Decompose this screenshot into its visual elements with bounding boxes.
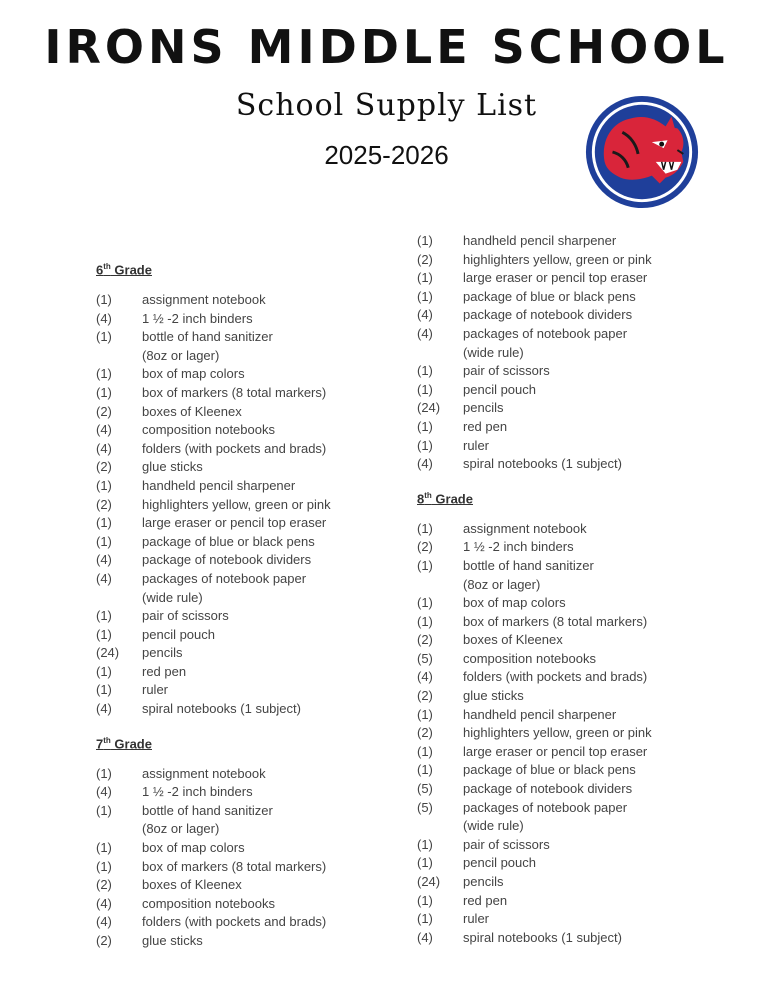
item-quantity: (2) [96,403,112,419]
item-description: bottle of hand sanitizer [142,802,273,818]
list-item [96,876,396,895]
item-quantity: (1) [417,911,433,927]
item-description: glue sticks [142,933,203,948]
item-quantity: (2) [417,725,433,741]
item-description: pencils [463,874,504,889]
list-item [417,668,717,687]
item-description: composition notebooks [463,650,596,666]
list-item [417,743,717,762]
item-quantity: (1) [417,613,433,629]
item-quantity: (2) [417,688,433,704]
item-quantity: (5) [417,650,433,666]
item-quantity: (1) [417,270,433,286]
list-item [417,892,717,911]
item-description: pair of scissors [463,363,550,379]
item-description: pencils [463,400,504,416]
item-description: composition notebooks [142,422,275,438]
item-description: pencil pouch [463,381,536,397]
item-quantity: (2) [417,539,433,555]
list-item [417,761,717,780]
item-quantity: (1) [96,533,112,549]
list-item [96,421,396,440]
item-description: package of notebook dividers [463,781,633,797]
item-quantity: (4) [96,895,112,911]
list-item [417,594,717,613]
list-item [96,839,396,858]
item-quantity: (5) [417,799,433,815]
item-description-continued: (8oz or lager) [142,821,220,837]
school-year: 2025-2026 [324,140,449,170]
list-item [417,799,717,818]
grade-7-section [96,736,396,951]
item-quantity: (4) [96,440,112,456]
list-item [96,514,396,533]
list-item [417,288,717,307]
list-item [96,328,396,347]
item-description: assignment notebook [142,765,266,781]
left-column [96,262,396,968]
item-description: large eraser or pencil top eraser [463,270,648,286]
item-quantity: (1) [96,858,112,874]
item-quantity: (1) [96,366,112,382]
list-item [417,613,717,632]
list-item [417,232,717,251]
list-item [96,644,396,663]
item-quantity: (1) [417,762,433,778]
list-item [417,418,717,437]
list-item [417,306,717,325]
item-quantity: (1) [417,595,433,611]
list-item [417,520,717,539]
list-item [96,533,396,552]
item-quantity: (1) [96,292,112,307]
item-quantity: (1) [417,418,433,434]
item-quantity: (1) [417,743,433,759]
item-quantity: (2) [96,459,112,475]
item-quantity: (4) [96,422,112,438]
item-description: folders (with pockets and brads) [142,914,327,930]
item-quantity: (1) [96,515,112,531]
list-item [417,687,717,706]
item-description: glue sticks [463,688,524,704]
list-item [417,325,717,344]
item-description: package of blue or black pens [463,762,636,778]
item-description: handheld pencil sharpener [463,706,617,722]
item-quantity: (4) [417,307,433,323]
list-item [96,291,396,310]
item-quantity: (1) [417,855,433,871]
item-quantity: (1) [96,840,112,856]
item-quantity: (4) [417,669,433,685]
item-description: box of markers (8 total markers) [142,858,327,874]
list-item [96,802,396,821]
list-item [96,681,396,700]
item-description-continued: (wide rule) [463,344,524,360]
item-description: spiral notebooks (1 subject) [463,456,622,472]
list-item [96,700,396,719]
list-item [96,932,396,951]
list-item [417,437,717,456]
list-item [96,496,396,515]
item-quantity: (1) [417,557,433,573]
item-description: pencil pouch [142,626,215,642]
item-description: handheld pencil sharpener [463,233,617,248]
grade-7-continued-list [417,232,717,474]
item-description: box of map colors [142,366,245,382]
item-quantity: (4) [96,552,112,568]
item-description: bottle of hand sanitizer [463,557,594,573]
item-quantity: (1) [417,520,433,536]
list-item [417,836,717,855]
item-description: pencils [142,645,183,661]
item-description: packages of notebook paper [463,325,628,341]
item-description: box of map colors [142,840,245,856]
list-item [96,365,396,384]
item-description: ruler [142,682,169,698]
list-item [417,269,717,288]
item-description: red pen [463,418,508,434]
item-quantity: (1) [96,682,112,698]
item-description: 1 ½ -2 inch binders [463,539,574,555]
item-description: ruler [463,911,490,927]
item-description: red pen [142,663,187,679]
item-quantity: (4) [96,914,112,930]
item-description: package of notebook dividers [463,307,633,323]
cougar-logo-icon [583,93,701,211]
item-description: ruler [463,437,490,453]
grade-8-list [417,520,717,948]
grade-7-heading: 7th Grade [96,735,152,751]
list-item [417,631,717,650]
item-description-continued: (8oz or lager) [142,347,220,363]
item-description: 1 ½ -2 inch binders [142,784,253,800]
item-description: highlighters yellow, green or pink [463,725,652,741]
item-description: red pen [463,892,508,908]
item-quantity: (24) [417,400,441,416]
item-description: box of map colors [463,595,566,611]
grade-6-heading: 6th Grade [96,262,152,278]
grade-7-continued-section [417,232,717,474]
item-description: assignment notebook [463,520,587,536]
list-item [96,895,396,914]
item-quantity: (1) [417,892,433,908]
item-description: folders (with pockets and brads) [463,669,648,685]
list-item [417,455,717,474]
grade-6-list [96,291,396,719]
item-description: box of markers (8 total markers) [463,613,648,629]
item-description: spiral notebooks (1 subject) [463,929,622,945]
item-quantity: (24) [96,645,120,661]
item-quantity: (1) [96,384,112,400]
item-description: pair of scissors [142,608,229,624]
item-description: pair of scissors [463,836,550,852]
item-description: composition notebooks [142,895,275,911]
list-item [417,706,717,725]
item-description: package of blue or black pens [142,533,315,549]
item-description: pencil pouch [463,855,536,871]
list-item [417,399,717,418]
list-item [96,551,396,570]
item-quantity: (2) [96,933,112,948]
list-item [96,310,396,329]
item-description: highlighters yellow, green or pink [142,496,331,512]
item-quantity: (4) [96,784,112,800]
item-description: boxes of Kleenex [142,403,242,419]
item-quantity: (1) [96,663,112,679]
list-item [417,650,717,669]
list-item [417,873,717,892]
item-description-continued: (8oz or lager) [463,576,541,592]
item-quantity: (2) [96,877,112,893]
list-item [96,913,396,932]
item-quantity: (4) [417,325,433,341]
item-quantity: (1) [417,288,433,304]
item-description: large eraser or pencil top eraser [463,743,648,759]
school-title: IRONS MIDDLE SCHOOL [44,20,729,74]
list-item [417,362,717,381]
list-item [96,477,396,496]
item-quantity: (2) [417,632,433,648]
item-description: package of notebook dividers [142,552,312,568]
list-item [96,403,396,422]
item-quantity: (2) [417,251,433,267]
item-quantity: (4) [96,701,112,717]
item-quantity: (1) [417,363,433,379]
list-item [417,538,717,557]
item-description: bottle of hand sanitizer [142,329,273,345]
list-item [417,724,717,743]
item-quantity: (4) [96,570,112,586]
item-quantity: (1) [96,802,112,818]
item-description: 1 ½ -2 inch binders [142,310,253,326]
item-description: package of blue or black pens [463,288,636,304]
list-item [417,929,717,948]
item-quantity: (1) [417,381,433,397]
grade-7-list [96,765,396,951]
list-item [417,910,717,929]
item-description: boxes of Kleenex [142,877,242,893]
item-quantity: (24) [417,874,441,889]
item-quantity: (1) [96,329,112,345]
item-description: box of markers (8 total markers) [142,384,327,400]
grade-8-section [417,491,717,948]
item-description: boxes of Kleenex [463,632,563,648]
grade-8-heading: 8th Grade [417,490,473,507]
item-description: handheld pencil sharpener [142,477,296,493]
item-quantity: (1) [417,836,433,852]
list-item [96,783,396,802]
list-item [417,381,717,400]
item-quantity: (4) [417,929,433,945]
item-quantity: (1) [417,706,433,722]
list-item [417,557,717,576]
item-description: glue sticks [142,459,203,475]
right-column [417,232,717,964]
item-quantity: (2) [96,496,112,512]
list-item [96,607,396,626]
grade-6-section [96,262,396,719]
list-item [417,780,717,799]
item-quantity: (1) [417,233,433,248]
item-quantity: (4) [96,310,112,326]
item-description: highlighters yellow, green or pink [463,251,652,267]
page-subtitle: School Supply List [235,88,538,123]
item-quantity: (1) [96,626,112,642]
list-item [96,570,396,589]
item-quantity: (1) [96,765,112,781]
item-quantity: (4) [417,456,433,472]
item-description-continued: (wide rule) [463,818,524,834]
list-item [96,765,396,784]
item-quantity: (1) [96,477,112,493]
item-description: large eraser or pencil top eraser [142,515,327,531]
list-item [96,458,396,477]
list-item [417,251,717,270]
item-description: spiral notebooks (1 subject) [142,701,301,717]
item-description: assignment notebook [142,292,266,307]
item-quantity: (1) [417,437,433,453]
item-quantity: (5) [417,781,433,797]
list-item [96,663,396,682]
list-item [417,854,717,873]
item-description: packages of notebook paper [463,799,628,815]
list-item [96,626,396,645]
item-quantity: (1) [96,608,112,624]
list-item [96,858,396,877]
item-description: packages of notebook paper [142,570,307,586]
item-description-continued: (wide rule) [142,589,203,605]
item-description: folders (with pockets and brads) [142,440,327,456]
list-item [96,440,396,459]
list-item [96,384,396,403]
